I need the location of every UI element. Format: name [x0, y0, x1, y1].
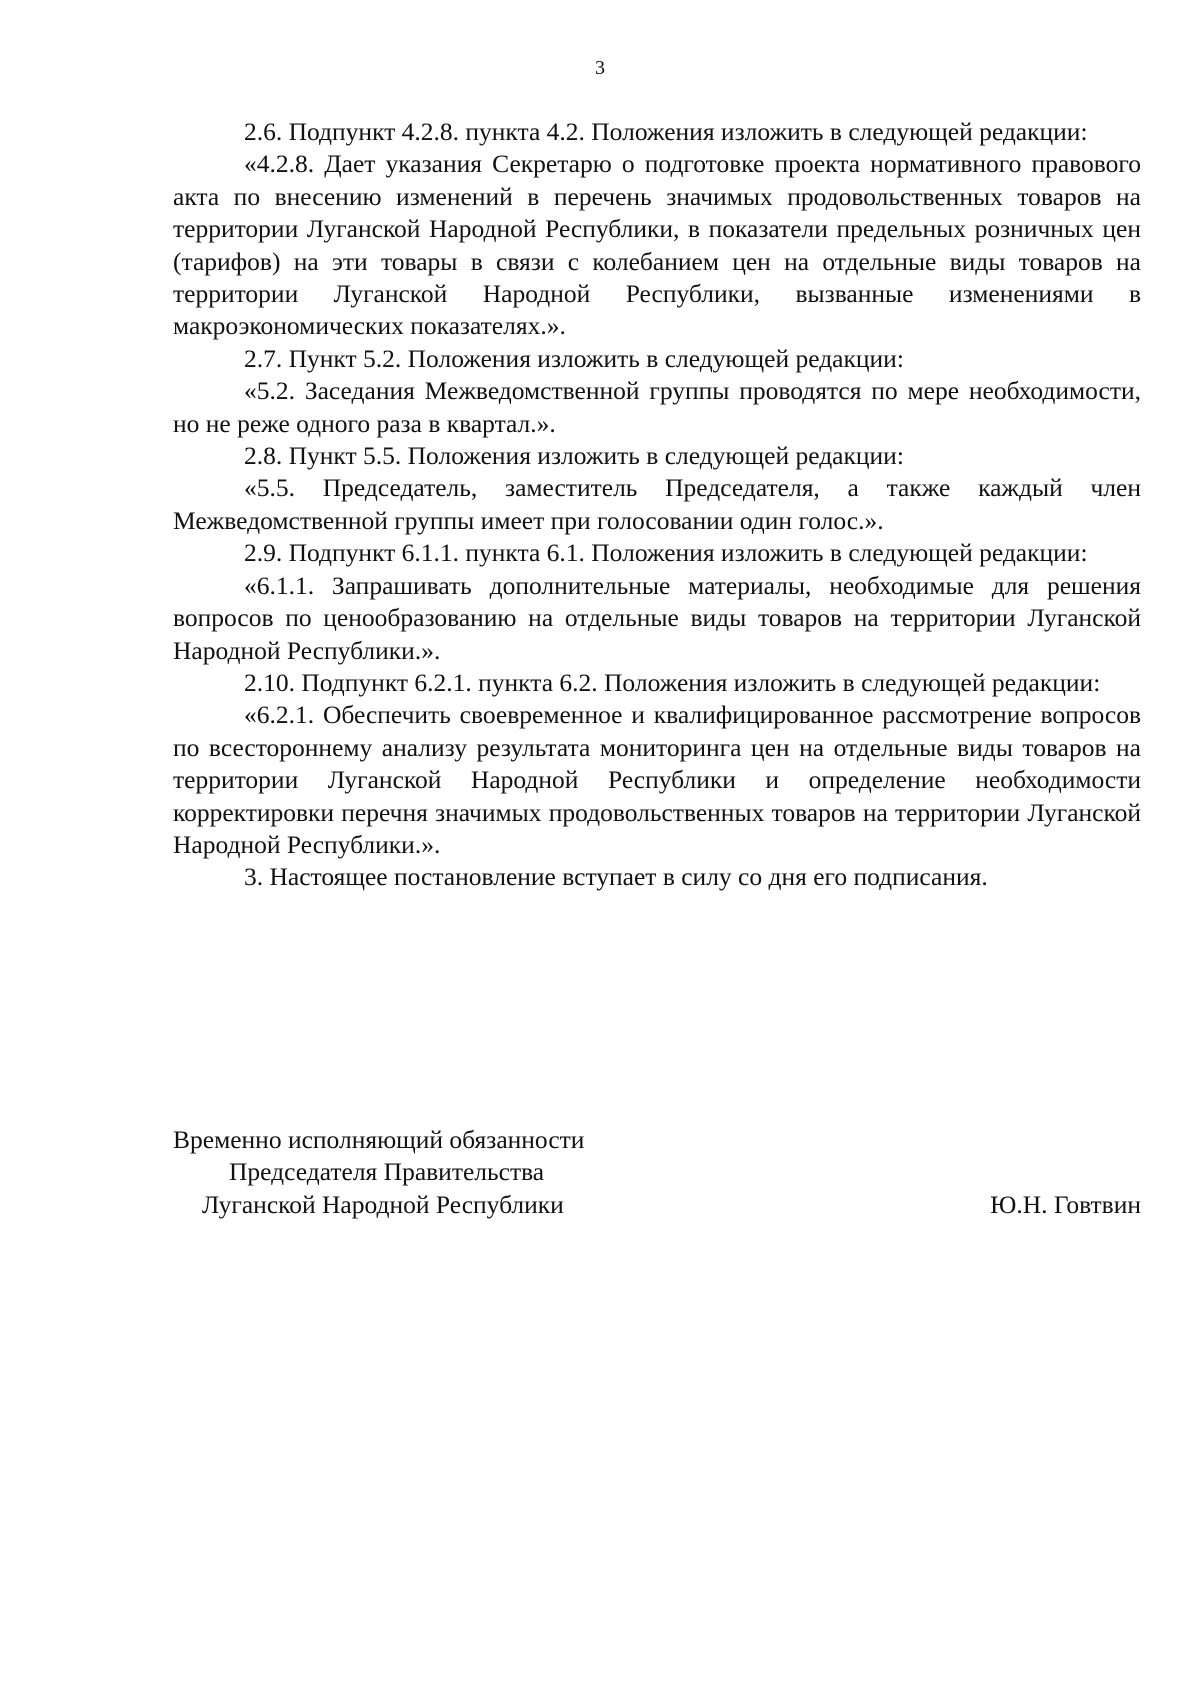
signature-block	[173, 1124, 1141, 1221]
paragraph-6-1-1-text: «6.1.1. Запрашивать дополнительные материалы, необходимые для решения вопросов по ценообразованию на отдельные виды товаров на территории Луганской Народной Республики.».	[173, 570, 1141, 665]
paragraph-2-8: 2.8. Пункт 5.5. Положения изложить в следующей редакции:	[244, 441, 904, 471]
document-body	[173, 116, 1141, 894]
signatory-name: Ю.Н. Говтвин	[990, 1189, 1141, 1219]
paragraph-2-7: 2.7. Пункт 5.2. Положения изложить в следующей редакции:	[244, 343, 904, 373]
paragraph-2-6: 2.6. Подпункт 4.2.8. пункта 4.2. Положения изложить в следующей редакции:	[244, 117, 1088, 146]
signatory-title-line-2: Председателя Правительства	[229, 1157, 545, 1187]
page-number: 3	[595, 57, 605, 79]
paragraph-6-2-1-text: «6.2.1. Обеспечить своевременное и квалифицированное рассмотрение вопросов по всестороннему анализу результата мониторинга цен на отдельные виды товаров на территории Луганской Народной Республики и определение необходимости корректировки перечня значимых продовольственных товаров на территории Луганской Народной Республики.».	[173, 700, 1141, 859]
signatory-title-line-1: Временно исполняющий обязанности	[173, 1125, 585, 1154]
paragraph-3-effective: 3. Настоящее постановление вступает в силу со дня его подписания.	[244, 862, 988, 892]
signatory-title-line-3: Луганской Народной Республики	[202, 1189, 564, 1219]
signatory-title-line-3-row	[173, 1189, 1141, 1221]
paragraph-5-5-text: «5.5. Председатель, заместитель Председателя, а также каждый член Межведомственной группы имеет при голосовании один голос.».	[173, 473, 1141, 535]
paragraph-4-2-8-text: «4.2.8. Дает указания Секретарю о подготовке проекта нормативного правового акта по внесению изменений в перечень значимых продовольственных товаров на территории Луганской Народной Республики, в показатели предельных розничных цен (тарифов) на эти товары в связи с колебанием цен на отдельные виды товаров на территории Луганской Народной Республики, вызванные изменениями в макроэкономических показателях.».	[173, 149, 1141, 341]
paragraph-2-10: 2.10. Подпункт 6.2.1. пункта 6.2. Положения изложить в следующей редакции:	[244, 667, 1101, 697]
paragraph-2-9: 2.9. Подпункт 6.1.1. пункта 6.1. Положения изложить в следующей редакции:	[244, 538, 1088, 568]
paragraph-5-2-text: «5.2. Заседания Межведомственной группы проводятся по мере необходимости, но не реже одного раза в квартал.».	[173, 376, 1141, 438]
